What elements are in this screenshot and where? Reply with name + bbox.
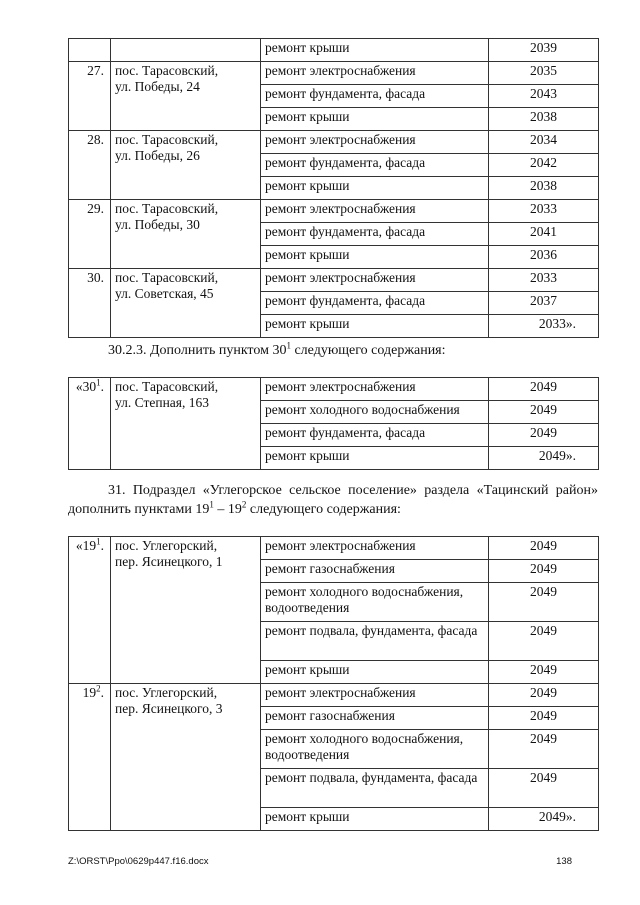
item-number: 28. bbox=[69, 131, 111, 200]
year: 2038 bbox=[489, 108, 599, 131]
address bbox=[111, 269, 261, 338]
address bbox=[111, 131, 261, 200]
paragraph-text: – 19 bbox=[213, 502, 242, 517]
address-line: ул. Степная, 163 bbox=[115, 395, 210, 410]
superscript: 1 bbox=[286, 340, 291, 351]
repair-schedule-table-3 bbox=[68, 536, 599, 831]
work-type: ремонт крыши bbox=[261, 39, 489, 62]
year: 2049 bbox=[489, 661, 599, 684]
work-type: ремонт фундамента, фасада bbox=[261, 223, 489, 246]
work-type: ремонт крыши bbox=[261, 246, 489, 269]
address-line: ул. Советская, 45 bbox=[115, 286, 214, 301]
repair-schedule-table-1 bbox=[68, 38, 599, 338]
address bbox=[111, 39, 261, 62]
table-row bbox=[69, 200, 599, 223]
work-type: ремонт электроснабжения bbox=[261, 269, 489, 292]
address-line: пос. Тарасовский, bbox=[115, 379, 219, 394]
year: 2049 bbox=[489, 684, 599, 707]
work-type: ремонт подвала, фундамента, фасада bbox=[261, 769, 489, 808]
year: 2049 bbox=[489, 730, 599, 769]
year: 2033 bbox=[489, 200, 599, 223]
address-line: пос. Тарасовский, bbox=[115, 132, 219, 147]
year: 2038 bbox=[489, 177, 599, 200]
year: 2035 bbox=[489, 62, 599, 85]
work-type: ремонт холодного водоснабжения bbox=[261, 401, 489, 424]
address-line: пос. Углегорский, bbox=[115, 538, 218, 553]
paragraph-text: следующего содержания: bbox=[290, 343, 446, 358]
year: 2049 bbox=[489, 537, 599, 560]
work-type: ремонт крыши bbox=[261, 315, 489, 338]
table-row bbox=[69, 39, 599, 62]
address bbox=[111, 200, 261, 269]
work-type: ремонт фундамента, фасада bbox=[261, 85, 489, 108]
work-type: ремонт подвала, фундамента, фасада bbox=[261, 622, 489, 661]
address bbox=[111, 62, 261, 131]
superscript: 2 bbox=[241, 499, 247, 510]
work-type: ремонт крыши bbox=[261, 108, 489, 131]
year: 2049 bbox=[489, 560, 599, 583]
address-line: пос. Тарасовский, bbox=[115, 201, 219, 216]
item-number: 29. bbox=[69, 200, 111, 269]
year: 2037 bbox=[489, 292, 599, 315]
work-type: ремонт электроснабжения bbox=[261, 684, 489, 707]
year: 2049 bbox=[489, 401, 599, 424]
work-type: ремонт газоснабжения bbox=[261, 707, 489, 730]
table-row bbox=[69, 378, 599, 401]
item-number: 27. bbox=[69, 62, 111, 131]
work-type: ремонт электроснабжения bbox=[261, 378, 489, 401]
year: 2043 bbox=[489, 85, 599, 108]
address-line: ул. Победы, 26 bbox=[115, 148, 200, 163]
year: 2049 bbox=[489, 583, 599, 622]
year: 2041 bbox=[489, 223, 599, 246]
work-type: ремонт фундамента, фасада bbox=[261, 292, 489, 315]
year: 2049 bbox=[489, 622, 599, 661]
work-type: ремонт электроснабжения bbox=[261, 537, 489, 560]
address bbox=[111, 378, 261, 470]
year: 2049». bbox=[489, 447, 599, 470]
work-type: ремонт электроснабжения bbox=[261, 131, 489, 154]
work-type: ремонт газоснабжения bbox=[261, 560, 489, 583]
address-line: ул. Победы, 24 bbox=[115, 79, 200, 94]
paragraph-text: 31. Подраздел «Углегорское сельское поселение» раздела «Тацинский район» дополнить пунктами 19 bbox=[68, 483, 598, 517]
year: 2049 bbox=[489, 769, 599, 808]
table-row bbox=[69, 684, 599, 707]
paragraph-text: 30.2.3. Дополнить пунктом 30 bbox=[108, 343, 287, 358]
work-type: ремонт фундамента, фасада bbox=[261, 424, 489, 447]
year: 2049». bbox=[489, 808, 599, 831]
item-number: «$30^1$. bbox=[69, 378, 111, 470]
address bbox=[111, 537, 261, 684]
table-row bbox=[69, 131, 599, 154]
year: 2042 bbox=[489, 154, 599, 177]
address bbox=[111, 684, 261, 831]
address-line: пос. Тарасовский, bbox=[115, 63, 219, 78]
year: 2049 bbox=[489, 424, 599, 447]
work-type: ремонт электроснабжения bbox=[261, 62, 489, 85]
amendment-paragraph-30-2-3 bbox=[68, 341, 598, 360]
address-line: пер. Ясинецкого, 1 bbox=[115, 554, 223, 569]
year: 2033». bbox=[489, 315, 599, 338]
address-line: ул. Победы, 30 bbox=[115, 217, 200, 232]
work-type: ремонт электроснабжения bbox=[261, 200, 489, 223]
paragraph-text: следующего содержания: bbox=[246, 502, 401, 517]
superscript: 1 bbox=[209, 499, 214, 510]
year: 2039 bbox=[489, 39, 599, 62]
item-number: 30. bbox=[69, 269, 111, 338]
item-number: $19^2$. bbox=[69, 684, 111, 831]
item-number bbox=[69, 39, 111, 62]
work-type: ремонт фундамента, фасада bbox=[261, 154, 489, 177]
footer-page-number: 138 bbox=[556, 856, 572, 867]
table-row bbox=[69, 269, 599, 292]
work-type: ремонт крыши bbox=[261, 808, 489, 831]
work-type: ремонт холодного водоснабжения, водоотведения bbox=[261, 583, 489, 622]
repair-schedule-table-2 bbox=[68, 377, 599, 470]
work-type: ремонт крыши bbox=[261, 447, 489, 470]
work-type: ремонт крыши bbox=[261, 661, 489, 684]
work-type: ремонт холодного водоснабжения, водоотведения bbox=[261, 730, 489, 769]
amendment-paragraph-31 bbox=[68, 481, 598, 519]
table-row bbox=[69, 537, 599, 560]
year: 2049 bbox=[489, 378, 599, 401]
address-line: пос. Углегорский, bbox=[115, 685, 218, 700]
work-type: ремонт крыши bbox=[261, 177, 489, 200]
item-number: «$19^1$. bbox=[69, 537, 111, 684]
table-row bbox=[69, 62, 599, 85]
address-line: пер. Ясинецкого, 3 bbox=[115, 701, 223, 716]
year: 2034 bbox=[489, 131, 599, 154]
year: 2049 bbox=[489, 707, 599, 730]
year: 2036 bbox=[489, 246, 599, 269]
year: 2033 bbox=[489, 269, 599, 292]
address-line: пос. Тарасовский, bbox=[115, 270, 219, 285]
footer-file-path: Z:\ORST\Ppo\0629p447.f16.docx bbox=[68, 856, 209, 867]
